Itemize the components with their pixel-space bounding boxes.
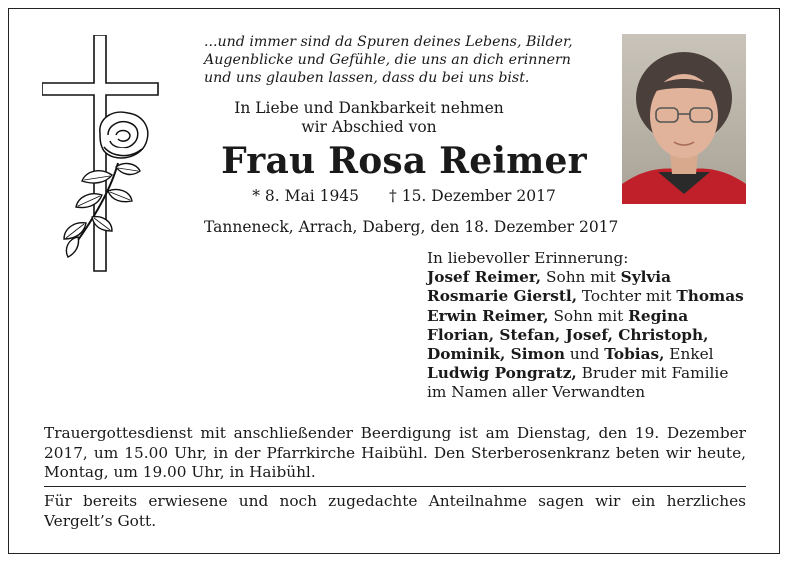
cross-with-rose-icon [42,35,162,275]
service-info: Trauergottesdienst mit anschließender Beerdigung ist am Dienstag, den 19. Dezember 2017, um 15.00 Uhr, in der Pfarrkirche Haibühl. Den Sterberosenkranz beten wir heute, Montag, um 19.00 Uhr, in Haibühl. [44,424,746,481]
family-name: Ludwig Pongratz, [427,364,577,383]
intro-line: In Liebe und Dankbarkeit nehmen [234,99,504,117]
deceased-name: Frau Rosa Reimer [221,140,587,182]
family-relation: Enkel [664,345,714,364]
death-date: † 15. Dezember 2017 [389,187,556,205]
family-name: Thomas Erwin Reimer, [427,287,744,325]
divider [44,486,746,487]
family-relation: Tochter mit [577,287,677,306]
intro-line: wir Abschied von [301,118,437,136]
family-name: Tobias, [604,345,665,364]
family-name: Regina Florian, Stefan, Josef, Christoph, Dominik, Simon [427,306,709,364]
poem-line: und uns glauben lassen, dass du bei uns bist. [204,70,530,86]
family-name: Sylvia Rosmarie Gierstl, [427,268,672,306]
family-name: Josef Reimer, [427,268,542,287]
poem-line: ...und immer sind da Spuren deines Lebens, Bilder, [204,34,573,50]
poem [204,33,604,87]
thanks-text: Für bereits erwiesene und noch zugedachte Anteilnahme sagen wir ein herzliches Vergelt’s Gott. [44,492,746,530]
family-members [427,268,747,383]
family-relation: Sohn mit [541,268,621,287]
family-closing: im Namen aller Verwandten [427,383,646,402]
poem-line: Augenblicke und Gefühle, die uns an dich erinnern [204,52,571,68]
birth-date: * 8. Mai 1945 [252,187,360,205]
family-relation: und [565,345,605,364]
intro-text [204,99,534,137]
family-list [427,249,747,403]
family-heading: In liebevoller Erinnerung: [427,249,629,267]
portrait-photo [622,34,746,204]
family-relation: Sohn mit [548,306,629,325]
life-dates [204,186,604,206]
place-date: Tanneneck, Arrach, Daberg, den 18. Dezember 2017 [204,218,619,236]
family-relation: Bruder mit Familie [576,364,729,383]
